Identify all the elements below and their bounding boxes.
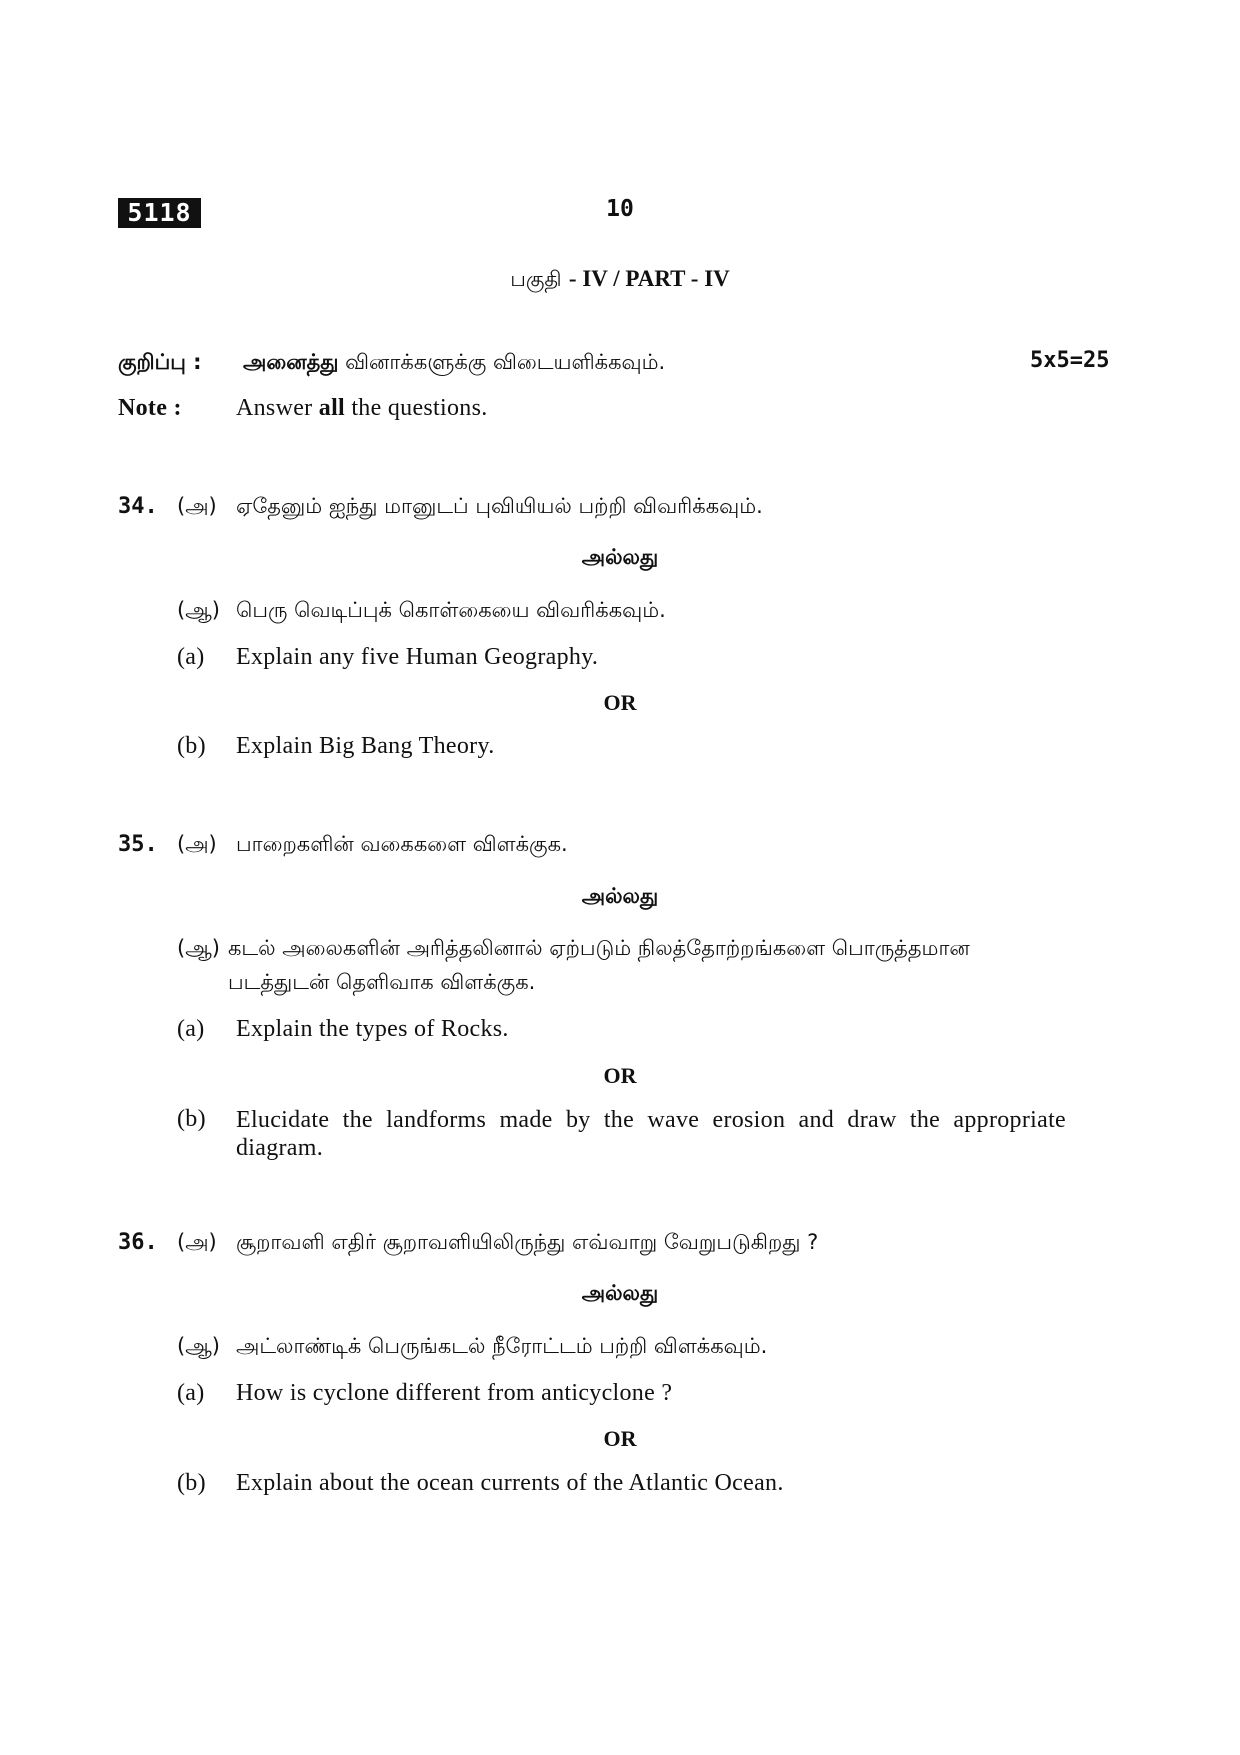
q36-or-english: OR [603, 1426, 637, 1451]
q34-english-b-label: (b) [177, 733, 206, 759]
q35-english-a: Explain the types of Rocks. [236, 1016, 509, 1042]
q35-or-english: OR [603, 1063, 637, 1088]
note-english-body [236, 395, 488, 422]
q35-english-b-label: (b) [177, 1106, 206, 1132]
q34-tamil-a: ஏதேனும் ஐந்து மானுடப் புவியியல் பற்றி விவரிக்கவும். [236, 494, 763, 518]
part-title-english: - IV / PART - IV [568, 266, 730, 291]
q35-english-a-label: (a) [177, 1016, 205, 1042]
q36-english-b: Explain about the ocean currents of the Atlantic Ocean. [236, 1470, 784, 1496]
q35-tamil-b-line1: கடல் அலைகளின் அரித்தலினால் ஏற்படும் நிலத்தோற்றங்களை பொருத்தமான [228, 936, 970, 960]
q36-tamil-b: அட்லாண்டிக் பெருங்கடல் நீரோட்டம் பற்றி விளக்கவும். [236, 1334, 768, 1358]
q35-tamil-b-label: (ஆ) [177, 936, 220, 960]
q36-english-a-label: (a) [177, 1380, 205, 1406]
note-english-post: the questions. [351, 395, 488, 421]
note-tamil-body [243, 350, 665, 377]
q34-tamil-b: பெரு வெடிப்புக் கொள்கையை விவரிக்கவும். [236, 598, 666, 622]
marks-allocation: 5x5=25 [1030, 348, 1110, 373]
part-title [0, 266, 1240, 294]
q34-english-a: Explain any five Human Geography. [236, 644, 599, 670]
q35-tamil-a: பாறைகளின் வகைகளை விளக்குக. [236, 832, 568, 856]
note-tamil-line [118, 350, 202, 377]
q35-tamil-b-line2: படத்துடன் தெளிவாக விளக்குக. [228, 970, 536, 994]
question-number-36: 36. [118, 1230, 158, 1255]
note-english-bold: all [318, 395, 346, 421]
page-number: 10 [606, 196, 634, 222]
question-number-35: 35. [118, 832, 158, 857]
note-english-label: Note : [118, 395, 182, 421]
q36-tamil-a: சூறாவளி எதிர் சூறாவளியிலிருந்து எவ்வாறு வேறுபடுகிறது ? [236, 1230, 819, 1254]
q35-english-b: Elucidate the landforms made by the wave erosion and draw the appropriate diagram. [236, 1107, 1066, 1161]
q34-or-tamil: அல்லது [581, 545, 659, 569]
q36-or-tamil: அல்லது [581, 1281, 659, 1305]
question-number-34: 34. [118, 494, 158, 519]
paper-code-badge: 5118 [118, 198, 201, 228]
note-english-pre: Answer [236, 395, 313, 421]
note-tamil-bold: அனைத்து [243, 350, 339, 374]
q34-english-b: Explain Big Bang Theory. [236, 733, 495, 759]
q35-or-tamil: அல்லது [581, 884, 659, 908]
q34-or-english: OR [603, 690, 637, 715]
note-tamil-text: வினாக்களுக்கு விடையளிக்கவும். [345, 350, 666, 374]
part-title-tamil: பகுதி [510, 267, 562, 291]
q36-english-a: How is cyclone different from anticyclone ? [236, 1380, 673, 1406]
q34-tamil-a-label: (அ) [177, 494, 217, 518]
q36-english-b-label: (b) [177, 1470, 206, 1496]
q36-tamil-a-label: (அ) [177, 1230, 217, 1254]
q34-english-a-label: (a) [177, 644, 205, 670]
q35-tamil-a-label: (அ) [177, 832, 217, 856]
q36-tamil-b-label: (ஆ) [177, 1334, 220, 1358]
note-tamil-label: குறிப்பு : [118, 350, 202, 374]
q34-tamil-b-label: (ஆ) [177, 598, 220, 622]
